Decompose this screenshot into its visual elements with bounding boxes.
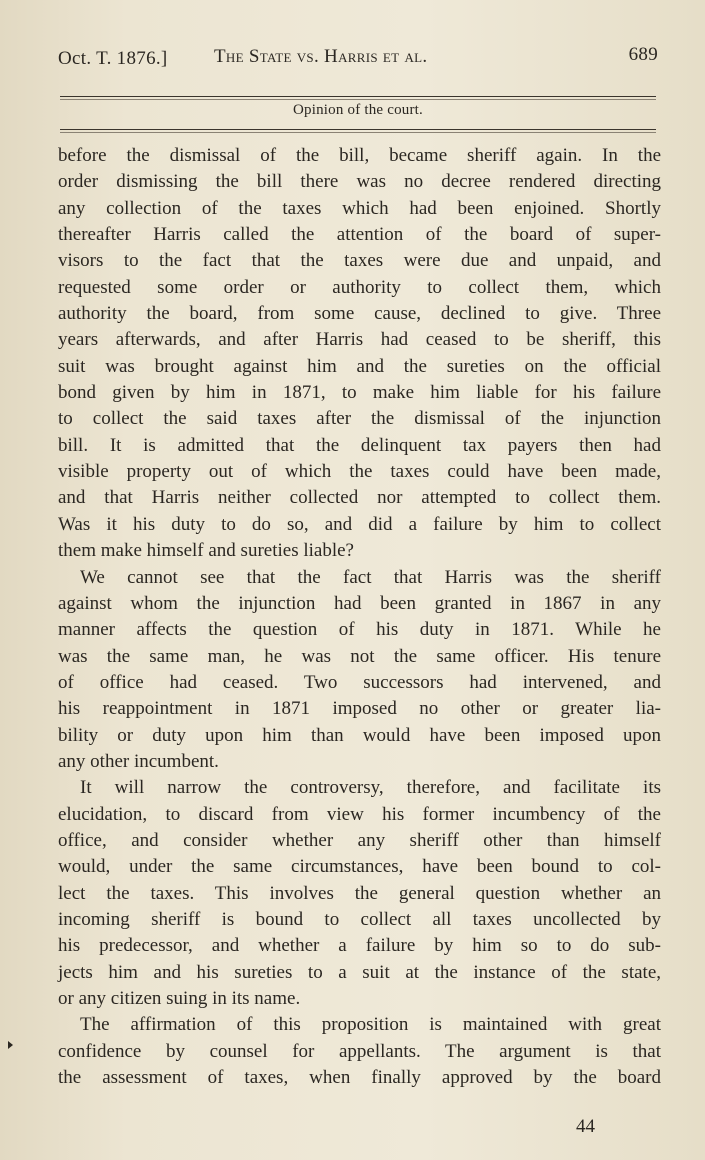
text-line: years afterwards, and after Harris had ceased to be sheriff, this	[58, 329, 661, 351]
signature-mark: 44	[576, 1116, 595, 1137]
text-line: Was it his duty to do so, and did a failure by him to collect	[58, 513, 661, 535]
text-line: to collect the said taxes after the dismissal of the injunction	[58, 408, 661, 430]
case-title: The State vs. Harris et al.	[214, 46, 428, 67]
text-line: lect the taxes. This involves the general question whether an	[58, 882, 661, 904]
text-line: office, and consider whether any sheriff other than himself	[58, 829, 661, 851]
text-line: any collection of the taxes which had been enjoined. Shortly	[58, 197, 661, 219]
header-rule-bottom-inner	[60, 132, 656, 133]
text-line: visors to the fact that the taxes were due and unpaid, and	[58, 250, 661, 272]
text-line: his predecessor, and whether a failure by him so to do sub-	[58, 935, 661, 957]
header-rule-top	[60, 96, 656, 97]
text-line: suit was brought against him and the sureties on the official	[58, 355, 661, 377]
term-citation: Oct. T. 1876.]	[58, 48, 168, 69]
text-line: We cannot see that the fact that Harris was the sheriff	[80, 566, 661, 588]
text-line: authority the board, from some cause, declined to give. Three	[58, 303, 661, 325]
text-line: them make himself and sureties liable?	[58, 540, 354, 562]
margin-pointer-mark	[8, 1041, 13, 1049]
text-line: his reappointment in 1871 imposed no other or greater lia-	[58, 698, 661, 720]
text-line: the assessment of taxes, when finally approved by the board	[58, 1067, 661, 1089]
text-line: visible property out of which the taxes could have been made,	[58, 461, 661, 483]
text-line: bond given by him in 1871, to make him liable for his failure	[58, 382, 661, 404]
header-rule-top-inner	[60, 99, 656, 100]
page-number: 689	[628, 44, 658, 65]
text-line: would, under the same circumstances, have been bound to col-	[58, 856, 661, 878]
opinion-text	[58, 143, 661, 1091]
text-line: before the dismissal of the bill, became sheriff again. In the	[58, 145, 661, 166]
running-head	[58, 44, 658, 74]
text-line: It will narrow the controversy, therefore, and facilitate its	[80, 777, 661, 799]
text-line: confidence by counsel for appellants. The argument is that	[58, 1040, 661, 1062]
text-line: bility or duty upon him than would have been imposed upon	[58, 724, 661, 746]
text-line: manner affects the question of his duty in 1871. While he	[58, 619, 661, 641]
text-line: requested some order or authority to collect them, which	[58, 276, 661, 298]
text-line: and that Harris neither collected nor attempted to collect them.	[58, 487, 661, 509]
text-line: The affirmation of this proposition is maintained with great	[80, 1014, 661, 1036]
text-line: order dismissing the bill there was no decree rendered directing	[58, 171, 661, 193]
text-line: jects him and his sureties to a suit at the instance of the state,	[58, 961, 661, 983]
text-line: was the same man, he was not the same officer. His tenure	[58, 645, 661, 667]
text-line: bill. It is admitted that the delinquent tax payers then had	[58, 434, 661, 456]
text-line: incoming sheriff is bound to collect all taxes uncollected by	[58, 908, 661, 930]
text-line: elucidation, to discard from view his former incumbency of the	[58, 803, 661, 825]
header-rule-bottom	[60, 129, 656, 130]
text-line: any other incumbent.	[58, 750, 219, 772]
text-line: of office had ceased. Two successors had intervened, and	[58, 671, 661, 693]
text-line: thereafter Harris called the attention of the board of super-	[58, 224, 661, 246]
text-line: or any citizen suing in its name.	[58, 988, 301, 1009]
section-subhead: Opinion of the court.	[292, 102, 423, 118]
text-line: against whom the injunction had been granted in 1867 in any	[58, 592, 661, 614]
